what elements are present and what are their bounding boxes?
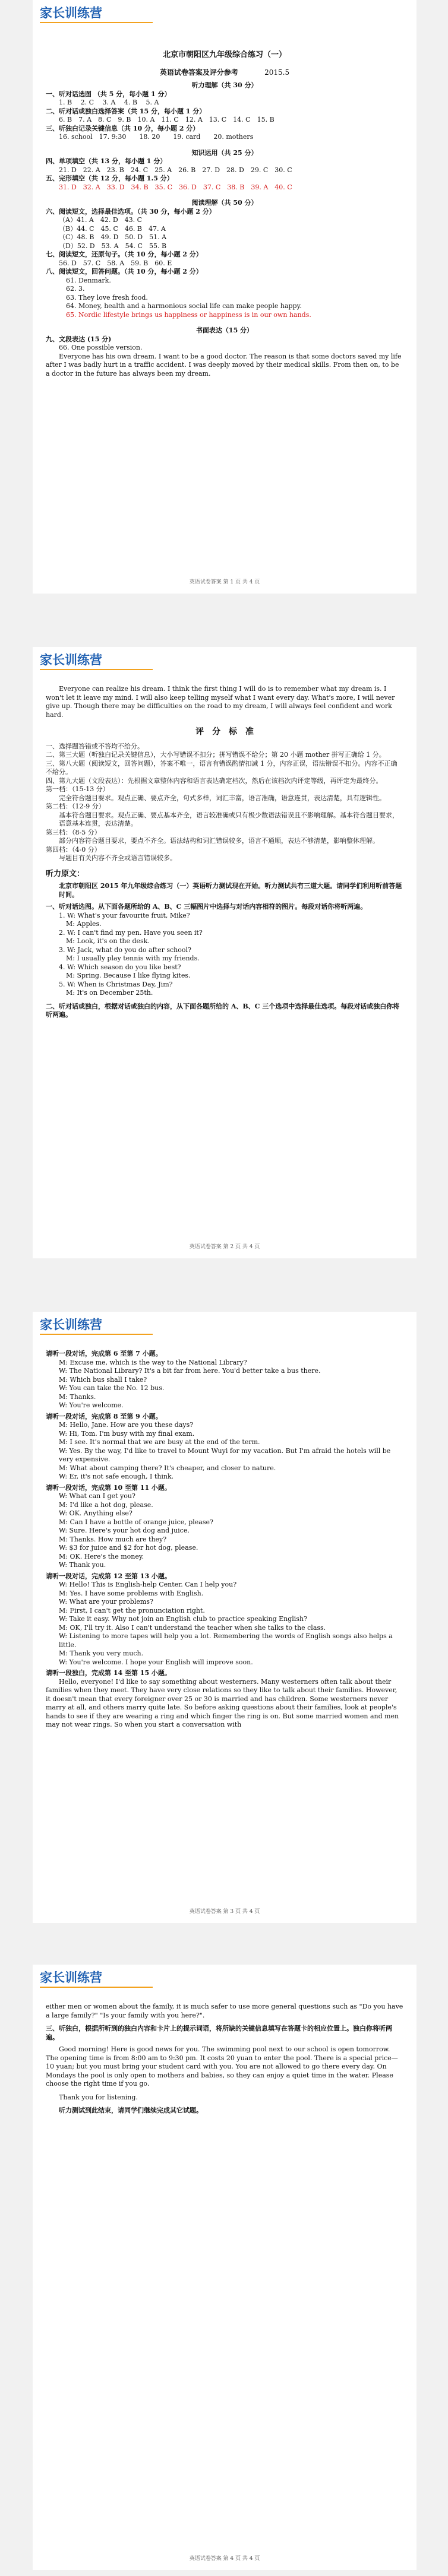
question-instruction: 请听一段对话，完成第 6 至第 7 小题。 [46, 1350, 162, 1357]
p1-line-3: 6. B 7. A 8. C 9. B 10. A 11. C 12. A 13. C 14. C 15. B [59, 116, 275, 123]
transcript-part-1: 一、听对话选图。从下面各题所给的 A、B、C 三幅图片中选择与对话内容相符的图片。每段对话你将听两遍。 [46, 903, 367, 911]
r-line-8: 61. Denmark. [66, 276, 111, 284]
dialog-line: M: Can I have a bottle of orange juice, please? [59, 1518, 213, 1526]
criteria-8: 第三档：（8-5 分） [46, 828, 101, 836]
criteria-3: 四、第九大题（文段表达）：先根据文章整体内容和语言表达确定档次，然后在该档次内评定等级，再评定为最终分。 [46, 776, 383, 785]
dialog-line: W: Yes. By the way, I'd like to travel to Mount Wuyi for my vacation. But I'm afraid the hotels will be very expensive. [59, 1446, 391, 1463]
writing-sub: 66. One possible version. [59, 344, 143, 351]
dialog-line: M: Hello, Jane. How are you these days? [59, 1421, 194, 1429]
question-instruction: 请听一段独白，完成第 14 至第 15 小题。 [46, 1669, 171, 1677]
transcript-title: 听力原文： [46, 869, 85, 878]
r-line-5: 七、阅读短文，还原句子。（共 10 分，每小题 2 分） [46, 250, 203, 258]
k-line-0: 四、单项填空（共 13 分，每小题 1 分） [46, 157, 167, 165]
monologue-14-15: Hello, everyone! I'd like to say something about westerners. Many westerners often talk about their families when they meet. They have very close relations so they like to talk about their families. However, it doesn't mean that every foreigner over 25 or 30 is married and has children. Some westerners never marry at all, and others marry quite late. So before asking questions about their families, look at people's hands to see if they are wearing a ring and which finger the ring is on. But some married women and men may not wear rings. So when you start a conversation with [46, 1677, 399, 1728]
dialog-line: M: Thanks. How much are they? [59, 1535, 167, 1543]
writing-title: 九、文段表达 (15 分) [46, 335, 112, 343]
r-line-1: （A）41. A 42. D 43. C [59, 216, 143, 224]
page-2-content [46, 685, 403, 1020]
r-line-7: 八、阅读短文，回答问题。（共 10 分，每小题 2 分） [46, 268, 203, 275]
page-3-footer: 英语试卷答案 第 3 页 共 4 页 [189, 1909, 260, 1915]
dialog-9: M: It's on December 25th. [66, 989, 153, 997]
dialog-line: W: Er, it's not safe enough, I think. [59, 1473, 174, 1480]
page-3-content [46, 1350, 403, 1730]
end-line: 听力测试到此结束，请同学们继续完成其它试题。 [59, 2107, 203, 2114]
dialog-line: M: Thanks. [59, 1392, 96, 1401]
r-line-4: （D）52. D 53. A 54. C 55. B [59, 242, 167, 250]
essay-paragraph-1: Everyone has his own dream. I want to be a good doctor. The reason is that some doctors saved my life after I was badly hurt in a traffic accident. I was deeply moved by their medical skills. From then on, to be a doctor in the future has always been my dream. [46, 352, 402, 377]
monologue-16-20: Good morning! Here is good news for you. The swimming pool next to our school is open tomorrow. The opening time is from 8:00 am to 9:30 pm. It costs 20 yuan to enter the pool. There is a special price—10 yuan; but you must bring your student card with you. You are not allowed to go there every day. On Mondays the pool is only open to mothers and babies, so they can enjoy a quiet time in the water. Please choose the right time if you go. [46, 2045, 398, 2088]
page-1 [33, 0, 417, 594]
logo-underline [40, 1987, 153, 1988]
dialog-line: M: Excuse me, which is the way to the National Library? [59, 1358, 247, 1366]
dialog-0: 1. W: What's your favourite fruit, Mike? [59, 911, 190, 919]
p1-line-1: 1. B 2. C 3. A 4. B 5. A [59, 99, 159, 106]
r-line-3: （C）48. B 49. D 50. D 51. A [59, 233, 167, 241]
dialog-line: M: OK. Here's the money. [59, 1552, 144, 1560]
criteria-4: 第一档：（15-13 分） [46, 785, 109, 793]
subtitle-text: 英语试卷答案及评分参考 [159, 68, 238, 77]
p1-line-0: 一、听对话选图 （共 5 分，每小题 1 分） [46, 90, 171, 98]
criteria-10: 第四档：（4-0 分） [46, 845, 101, 854]
brand-logo: 家长训练营 [40, 6, 102, 20]
criteria-title: 评 分 标 准 [195, 727, 254, 737]
exam-date: 2015.5 [264, 68, 290, 77]
page-4-footer: 英语试卷答案 第 4 页 共 4 页 [189, 2556, 260, 2562]
exam-title: 北京市朝阳区九年级综合练习（一） [162, 50, 286, 59]
dialog-line: W: You're welcome. I hope your English will improve soon. [59, 1658, 253, 1666]
r-line-10: 63. They love fresh food. [66, 293, 148, 302]
page-4 [33, 1965, 417, 2570]
logo-underline [40, 22, 153, 23]
dialog-line: M: OK, I'll try it. Also I can't understand the teacher when she talks to the class. [59, 1623, 326, 1632]
brand-logo: 家长训练营 [40, 1318, 102, 1332]
dialog-line: M: Which bus shall I take? [59, 1375, 147, 1384]
page-4-content [46, 2003, 403, 2115]
listening-header: 听力理解（共 30 分） [191, 81, 258, 89]
k-line-1: 21. D 22. A 23. B 24. C 25. A 26. B 27. D 28. D 29. C 30. C [59, 166, 292, 174]
dialog-2: 2. W: I can't find my pen. Have you seen it? [59, 928, 203, 937]
page-3-dialogs [46, 1350, 403, 1678]
page-1-footer: 英语试卷答案 第 1 页 共 4 页 [189, 579, 260, 585]
k-line-2: 五、完形填空（共 12 分，每小题 1.5 分） [46, 175, 173, 182]
transcript-intro: 北京市朝阳区 2015 年九年级综合练习（一）英语听力测试现在开始。听力测试共有三道大题。请同学们利用听前答题时间。 [59, 882, 402, 899]
dialog-line: W: OK. Anything else? [59, 1509, 132, 1517]
brand-logo: 家长训练营 [40, 653, 102, 667]
dialog-7: M: Spring. Because I like flying kites. [66, 972, 191, 979]
cloze-answers: 31. D 32. A 33. D 34. B 35. C 36. D 37. C 38. B 39. A 40. C [59, 183, 292, 191]
transcript-part-3: 三、听独白，根据所听到的独白内容和卡片上的提示词语，将所缺的关键信息填写在答题卡的相应位置上。独白你将听两遍。 [46, 2025, 392, 2041]
thanks-line: Thank you for listening. [59, 2093, 138, 2101]
answer-65: 65. Nordic lifestyle brings us happiness or happiness is in our own hands. [66, 310, 311, 319]
dialog-8: 5. W: When is Christmas Day, Jim? [59, 980, 173, 988]
dialog-line: W: $3 for juice and $2 for hot dog, please. [59, 1544, 198, 1552]
writing-header: 书面表达（15 分） [195, 326, 254, 334]
answer-subtitle [46, 68, 403, 77]
question-instruction: 请听一段对话，完成第 10 至第 11 小题。 [46, 1483, 171, 1492]
question-instruction: 请听一段对话，完成第 12 至第 13 小题。 [46, 1572, 171, 1580]
dialog-line: M: I see. It's normal that we are busy at the end of the term. [59, 1438, 260, 1446]
dialog-line: W: What can I get you? [59, 1492, 135, 1500]
r-line-2: （B）44. C 45. C 46. B 47. A [59, 224, 166, 233]
dialog-line: W: You're welcome. [59, 1401, 124, 1409]
dialog-6: 4. W: Which season do you like best? [59, 963, 181, 971]
knowledge-header: 知识运用（共 25 分） [191, 148, 258, 157]
dialog-line: W: Thank you. [59, 1561, 106, 1569]
dialog-line: W: The National Library? It's a bit far from here. You'd better take a bus there. [59, 1367, 321, 1375]
logo-underline [40, 1334, 153, 1335]
dialog-1: M: Apples. [66, 920, 102, 928]
dialog-line: W: You can take the No. 12 bus. [59, 1384, 165, 1392]
criteria-5: 完全符合题目要求。观点正确、要点齐全，句式多样，词汇丰富，语言准确，语意连贯，表达清楚，具有逻辑性。 [59, 794, 386, 802]
reading-header: 阅读理解（共 50 分） [191, 199, 258, 207]
page-2-footer: 英语试卷答案 第 2 页 共 4 页 [189, 1244, 260, 1250]
brand-logo: 家长训练营 [40, 1971, 102, 1985]
criteria-6: 第二档：（12-9 分） [46, 802, 105, 810]
dialog-line: M: I'd like a hot dog, please. [59, 1500, 153, 1509]
logo-underline [40, 669, 153, 670]
monologue-continued: either men or women about the family, it is much safer to use more general questions such as "Do you have a large family?" "Is your family with you here?". [46, 2003, 403, 2019]
dialog-line: W: Listening to more tapes will help you a lot. Remembering the words of English songs also helps a little. [59, 1632, 393, 1649]
dialog-line: M: Yes. I have some problems with English. [59, 1589, 204, 1597]
p1-line-2: 二、听对话或独白选择答案（共 15 分，每小题 1 分） [46, 107, 206, 115]
dialog-line: W: Sure. Here's your hot dog and juice. [59, 1527, 190, 1534]
page-2 [33, 647, 417, 1258]
dialog-3: M: Look, it's on the desk. [66, 937, 150, 945]
criteria-9: 部分内容符合题目要求，要点不齐全。语法结构和词汇错误较多，语言不通顺，表达不够清楚，影响整体理解。 [59, 837, 379, 845]
p1-line-4: 三、听独白记录关键信息（共 10 分，每小题 2 分） [46, 124, 200, 132]
dialog-line: W: Hi, Tom. I'm busy with my final exam. [59, 1429, 195, 1438]
r-line-0: 六、阅读短文，选择最佳选项。（共 30 分，每小题 2 分） [46, 207, 216, 215]
r-line-9: 62. 3. [66, 285, 85, 293]
r-line-6: 56. D 57. C 58. A 59. B 60. E [59, 259, 172, 267]
criteria-1: 二、第三大题（听独白记录关键信息），大小写错误不扣分；拼写错误不给分；第 20 小题 mother 拼写正确给 1 分。 [46, 751, 386, 759]
dialog-line: W: Take it easy. Why not join an English club to practice speaking English? [59, 1615, 307, 1623]
criteria-0: 一、选择题答错或不答均不给分。 [46, 742, 144, 750]
dialog-line: M: Thank you very much. [59, 1649, 144, 1657]
criteria-7: 基本符合题目要求。观点正确、要点基本齐全，语言较准确或只有极少数语法错误且不影响理解。基本符合题目要求，语意基本连贯，表达清楚。 [59, 811, 399, 827]
dialog-4: 3. W: Jack, what do you do after school? [59, 946, 191, 954]
p1-line-5: 16. school 17. 9:30 18. 20 19. card 20. mothers [59, 133, 254, 141]
dialog-line: W: Hello! This is English-help Center. Can I help you? [59, 1581, 237, 1588]
r-line-11: 64. Money, health and a harmonious social life can make people happy. [66, 302, 302, 310]
essay-paragraph-2: Everyone can realize his dream. I think the first thing I will do is to remember what my dream is. I won't let it leave my mind. I will also keep telling myself what I want every day. What's more, I will never give up. Though there may be difficulties on the road to my dream, I will always feel confident and work hard. [46, 685, 395, 719]
question-instruction: 请听一段对话，完成第 8 至第 9 小题。 [46, 1412, 162, 1420]
dialog-line: M: What about camping there? It's cheaper, and closer to nature. [59, 1464, 276, 1472]
criteria-11: 与题目有关内容不齐全或语言错误较多。 [59, 854, 176, 862]
page-1-content [46, 51, 403, 378]
transcript-part-2: 二、听对话或独白，根据对话或独白的内容，从下面各题所给的 A、B、C 三个选项中选择最佳选项。每段对话或独白你将听两遍。 [46, 1002, 400, 1019]
dialog-line: M: First, I can't get the pronunciation right. [59, 1606, 205, 1614]
page-3 [33, 1312, 417, 1923]
criteria-2: 三、第八大题（阅读短文，回答问题），答案不唯一，语言有错误酌情扣减 1 分，内容正误，语法错误不扣分。内容不正确不给分。 [46, 759, 397, 776]
dialog-5: M: I usually play tennis with my friends. [66, 954, 200, 962]
dialog-line: W: What are your problems? [59, 1598, 153, 1606]
